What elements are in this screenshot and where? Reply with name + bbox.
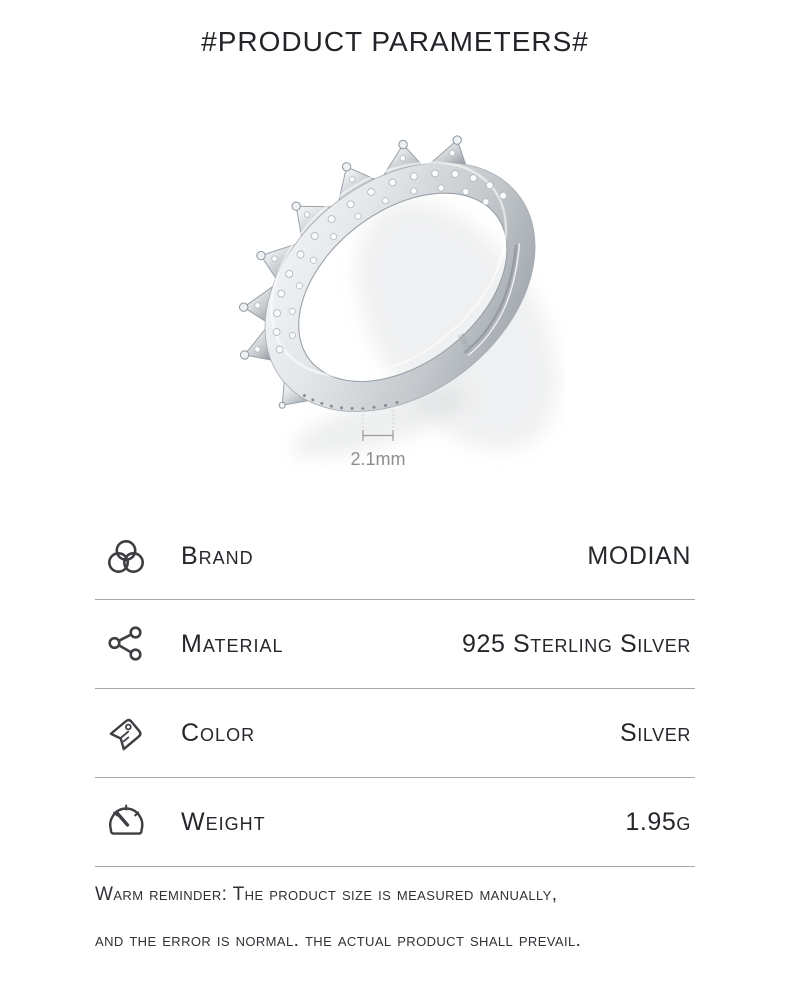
- overlapping-circles-icon: [104, 535, 148, 579]
- param-label: Brand: [181, 542, 254, 570]
- price-tag-icon: [104, 711, 148, 755]
- page-title: #PRODUCT PARAMETERS#: [201, 26, 589, 57]
- param-value: 1.95g: [625, 807, 691, 836]
- param-row-weight: [95, 778, 695, 867]
- param-label: Color: [181, 718, 256, 747]
- warm-reminder: [95, 884, 715, 976]
- param-row-color: [95, 689, 695, 778]
- param-value: MODIAN: [587, 542, 691, 570]
- parameters-table: [95, 514, 695, 867]
- param-value: 925 Sterling Silver: [461, 629, 691, 658]
- dimension-label: 2.1mm: [350, 449, 406, 469]
- gauge-icon: [104, 800, 148, 844]
- param-label: Material: [181, 629, 284, 658]
- param-value: Silver: [620, 718, 691, 747]
- engraving-label: S925: [456, 331, 474, 356]
- param-label: Weight: [181, 807, 266, 836]
- param-row-material: [95, 600, 695, 689]
- share-nodes-icon: [104, 622, 148, 666]
- reminder-line-2: and the error is normal. the actual product shall prevail.: [95, 930, 582, 951]
- reminder-line-1: Warm reminder: The product size is measured manually,: [95, 884, 558, 905]
- param-row-brand: [95, 514, 695, 600]
- crown-ring-illustration: [225, 94, 565, 480]
- product-photo: [225, 94, 565, 480]
